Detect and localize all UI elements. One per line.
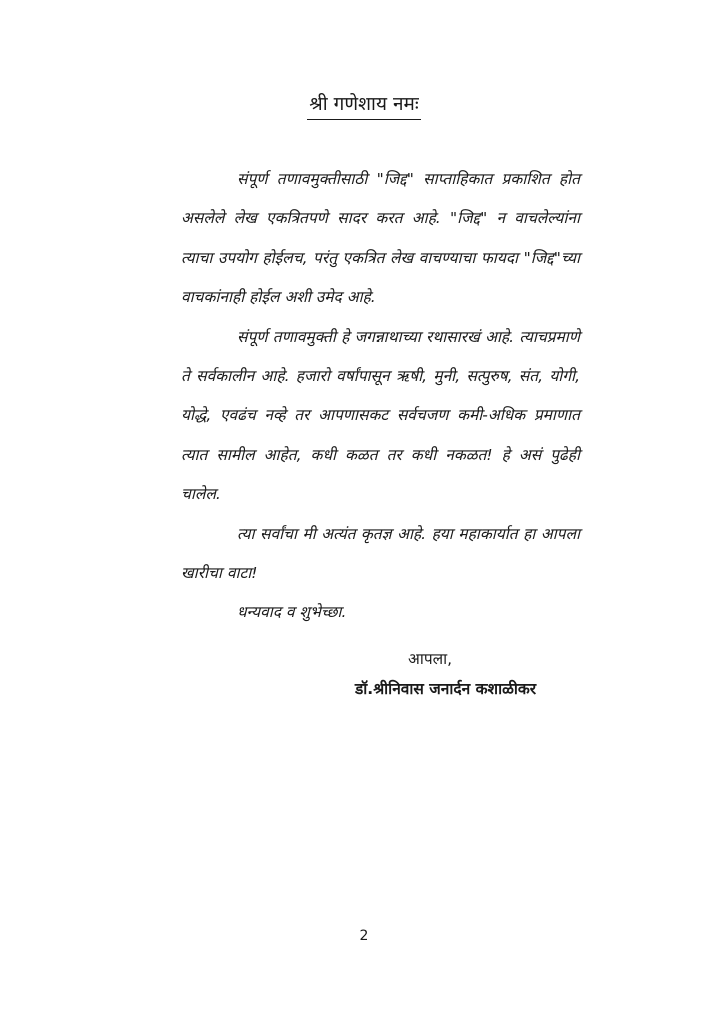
body-text bbox=[181, 160, 580, 633]
paragraph-3: त्या सर्वांचा मी अत्यंत कृतज्ञ आहे. हया महाकार्यात हा आपला खारीचा वाटा! bbox=[181, 524, 580, 583]
paragraph-2: संपूर्ण तणावमुक्ती हे जगन्नाथाच्या रथासारखं आहे. त्याचप्रमाणे ते सर्वकालीन आहे. हजारो वर्षांपासून ऋषी, मुनी, सत्पुरुष, संत, योगी, योद्धे, एवढंच नव्हे तर आपणासकट सर्वचजण कमी-अधिक प्रमाणात त्यात सामील आहेत, कधी कळत तर कधी नकळत! हे असं पुढेही चालेल. bbox=[181, 327, 580, 504]
paragraph-1: संपूर्ण तणावमुक्तीसाठी "जिद्द" साप्ताहिकात प्रकाशित होत असलेले लेख एकत्रितपणे सादर करत आहे. "जिद्द" न वाचलेल्यांना त्याचा उपयोग होईलच, परंतु एकत्रित लेख वाचण्याचा फायदा "जिद्द"च्या वाचकांनाही होईल अशी उमेद आहे. bbox=[181, 170, 580, 307]
heading-text: श्री गणेशाय नमः bbox=[307, 90, 421, 120]
page-number: 2 bbox=[359, 928, 369, 944]
page-heading bbox=[0, 90, 728, 120]
author-signature: डॉ.श्रीनिवास जनार्दन कशाळीकर bbox=[355, 680, 537, 698]
paragraph-4: धन्यवाद व शुभेच्छा. bbox=[237, 603, 347, 622]
closing-salutation: आपला, bbox=[408, 650, 453, 668]
